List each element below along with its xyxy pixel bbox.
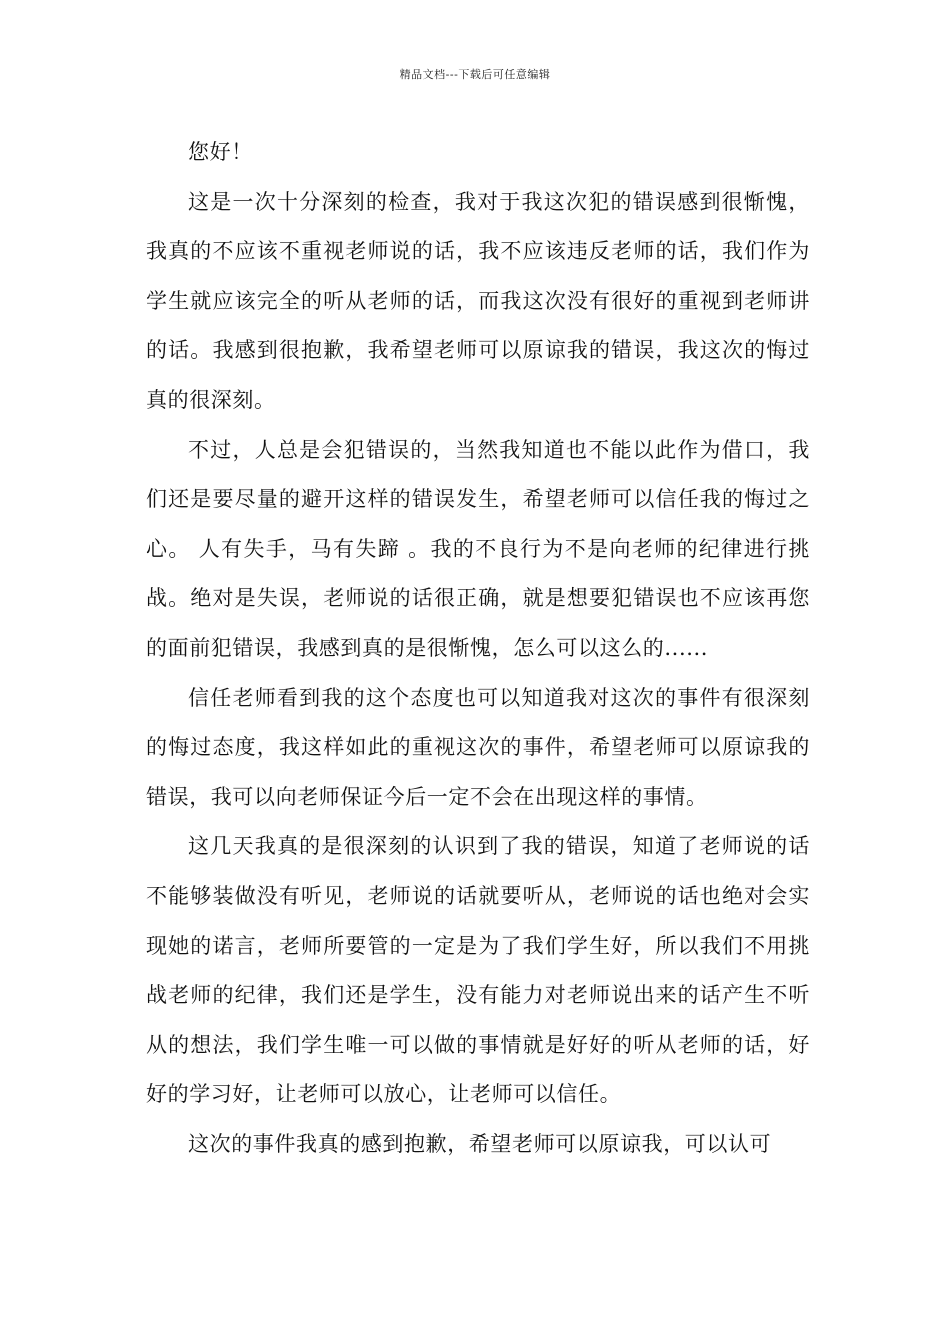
paragraph-2: 不过，人总是会犯错误的，当然我知道也不能以此作为借口，我们还是要尽量的避开这样的错误发生，希望老师可以信任我的悔过之心。 人有失手，马有失蹄 。我的不良行为不是向老师的纪律进行挑战。绝对是失误，老师说的话很正确，就是想要犯错误也不应该再您的面前犯错误，我感到真的是很惭愧，怎么可以这么的...... <box>146 437 810 660</box>
paragraph-5: 这次的事件我真的感到抱歉，希望老师可以原谅我，可以认可 <box>188 1131 772 1156</box>
paragraph-4: 这几天我真的是很深刻的认识到了我的错误，知道了老师说的话不能够装做没有听见，老师说的话就要听从，老师说的话也绝对会实现她的诺言，老师所要管的一定是为了我们学生好，所以我们不用挑战老师的纪律，我们还是学生，没有能力对老师说出来的话产生不听从的想法，我们学生唯一可以做的事情就是好好的听从老师的话，好好的学习好，让老师可以放心，让老师可以信任。 <box>146 834 810 1107</box>
document-body <box>146 128 810 1169</box>
paragraph-1: 这是一次十分深刻的检查，我对于我这次犯的错误感到很惭愧，我真的不应该不重视老师说的话，我不应该违反老师的话，我们作为学生就应该完全的听从老师的话，而我这次没有很好的重视到老师讲的话。我感到很抱歉，我希望老师可以原谅我的错误，我这次的悔过真的很深刻。 <box>146 189 810 412</box>
page-header: 精品文档---下载后可任意编辑 <box>399 68 551 81</box>
greeting: 您好！ <box>188 140 253 164</box>
paragraph-3: 信任老师看到我的这个态度也可以知道我对这次的事件有很深刻的悔过态度，我这样如此的重视这次的事件，希望老师可以原谅我的错误，我可以向老师保证今后一定不会在出现这样的事情。 <box>146 685 810 809</box>
